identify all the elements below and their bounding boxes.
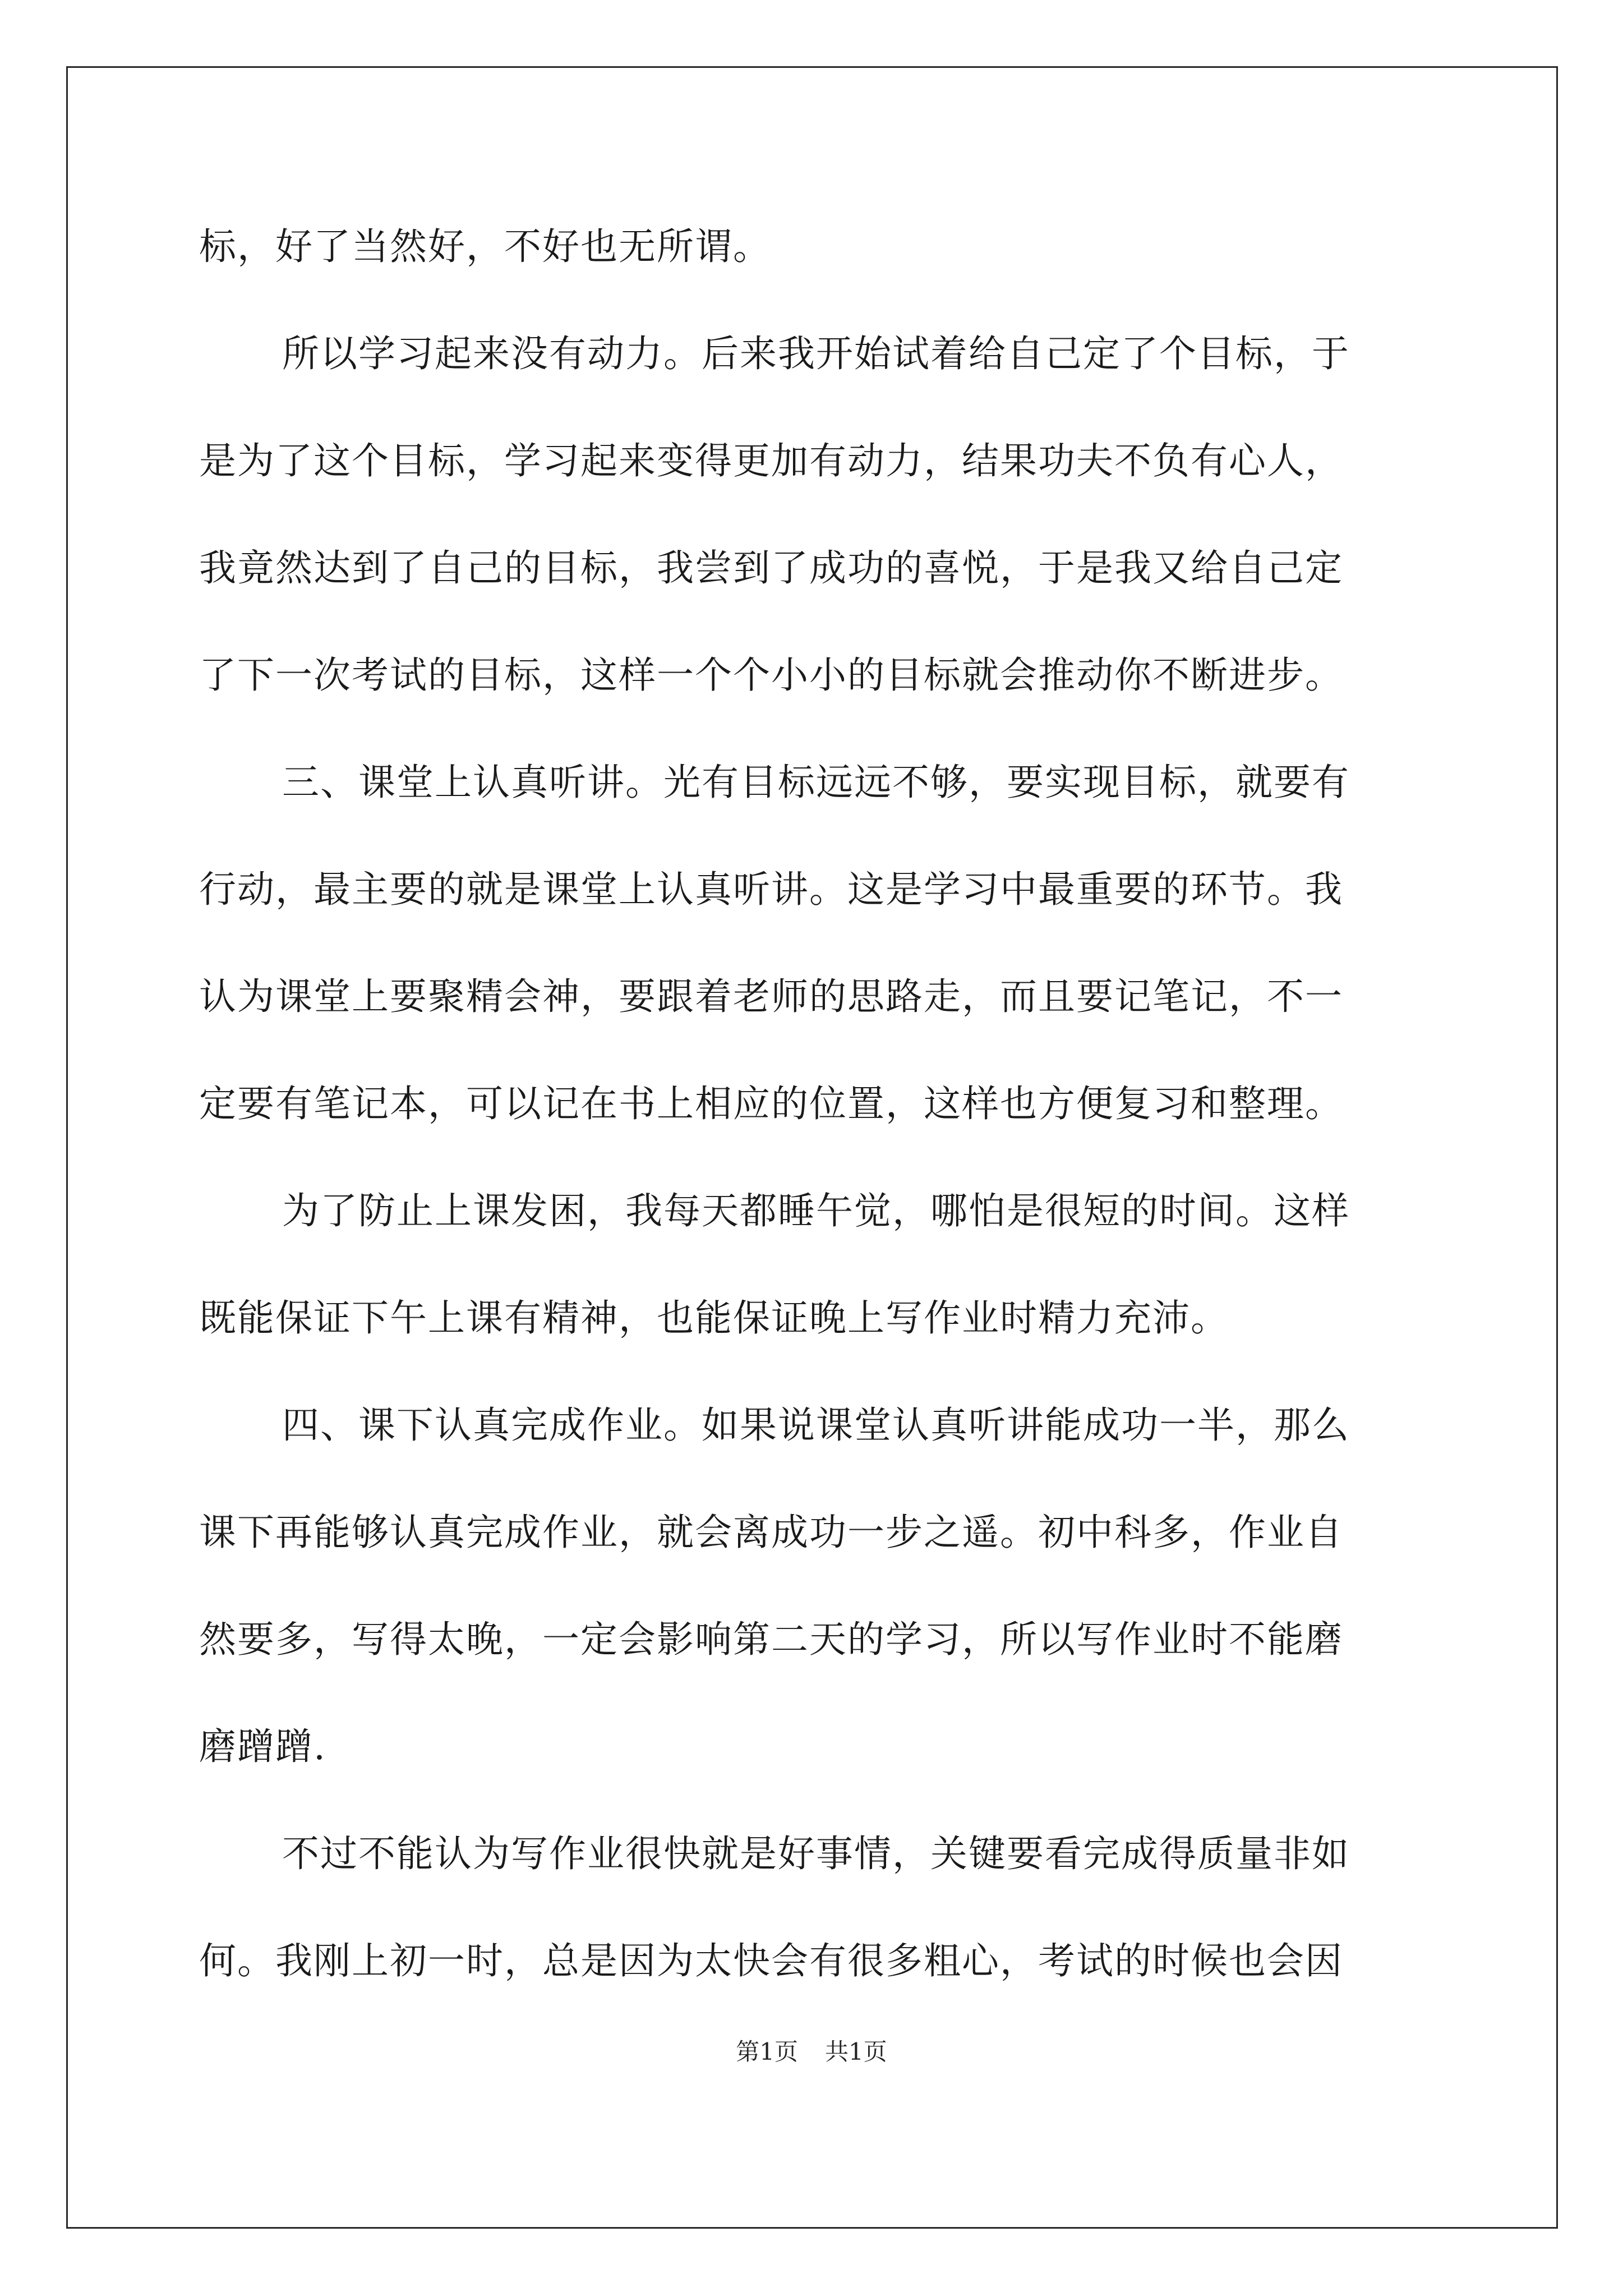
text-line: 为了防止上课发困，我每天都睡午觉，哪怕是很短的时间。这样 <box>282 1189 1350 1232</box>
page-count-total: 共1页 <box>825 2038 887 2065</box>
text-line: 行动，最主要的就是课堂上认真听讲。这是学习中最重要的环节。我 <box>199 868 1343 911</box>
text-line: 认为课堂上要聚精会神，要跟着老师的思路走，而且要记笔记，不一 <box>199 975 1343 1018</box>
text-line: 磨蹭蹭. <box>199 1725 326 1768</box>
text-line: 三、课堂上认真听讲。光有目标远远不够，要实现目标，就要有 <box>282 761 1350 804</box>
text-line: 是为了这个目标，学习起来变得更加有动力，结果功夫不负有心人， <box>199 439 1343 482</box>
text-line: 课下再能够认真完成作业，就会离成功一步之遥。初中科多，作业自 <box>199 1511 1343 1554</box>
text-line: 既能保证下午上课有精神，也能保证晚上写作业时精力充沛。 <box>199 1296 1229 1340</box>
text-line: 不过不能认为写作业很快就是好事情，关键要看完成得质量非如 <box>282 1832 1350 1875</box>
text-line: 所以学习起来没有动力。后来我开始试着给自己定了个目标，于 <box>282 332 1350 375</box>
page-number-current: 第1页 <box>736 2038 798 2065</box>
text-line: 四、课下认真完成作业。如果说课堂认真听讲能成功一半，那么 <box>282 1404 1350 1447</box>
text-line: 标，好了当然好，不好也无所谓。 <box>199 225 771 268</box>
page-footer <box>0 2035 1623 2069</box>
text-line: 定要有笔记本，可以记在书上相应的位置，这样也方便复习和整理。 <box>199 1082 1343 1125</box>
text-line: 我竟然达到了自己的目标，我尝到了成功的喜悦，于是我又给自己定 <box>199 546 1343 590</box>
text-line: 何。我刚上初一时，总是因为太快会有很多粗心，考试的时候也会因 <box>199 1939 1343 1982</box>
text-line: 然要多，写得太晚，一定会影响第二天的学习，所以写作业时不能磨 <box>199 1618 1343 1661</box>
document-body <box>199 219 1430 2040</box>
text-line: 了下一次考试的目标，这样一个个小小的目标就会推动你不断进步。 <box>199 654 1343 697</box>
